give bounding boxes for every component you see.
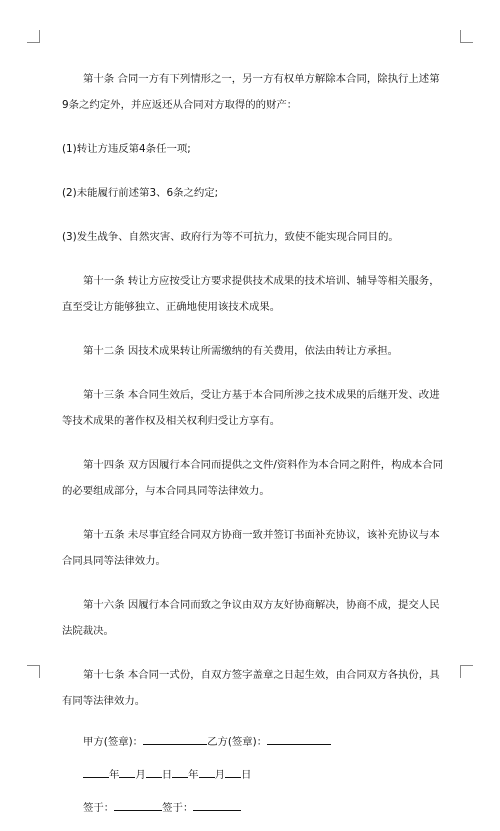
clause-10-item-3: (3)发生战争、自然灾害、政府行为等不可抗力，致使不能实现合同目的。 (62, 231, 399, 243)
month-blank-1 (119, 765, 135, 778)
clause-11: 第十一条 转让方应按受让方要求提供技术成果的技术培训、辅导等相关服务，直至受让方能够独立、正确地使用该技术成果。 (62, 275, 440, 313)
clause-10-item-2: (2)未能履行前述第3、6条之约定; (62, 187, 219, 199)
clause-17: 第十七条 本合同一式份，自双方签字盖章之日起生效，由合同双方各执份，具有同等法律效力。 (62, 669, 440, 707)
day-blank-2 (225, 765, 241, 778)
day-label-1: 日 (161, 769, 173, 781)
sign-label-1: 签于： (83, 802, 115, 814)
clause-10-item-1: (1)转让方违反第4条任一项; (62, 143, 191, 155)
party-signature-row (83, 732, 445, 765)
crop-mark-bottom-right (460, 665, 473, 678)
year-blank-2 (172, 765, 188, 778)
year-label-1: 年 (109, 769, 120, 781)
sign-place-blank-1 (114, 798, 162, 811)
sign-label-2: 签于： (162, 802, 194, 814)
clause-13: 第十三条 本合同生效后，受让方基于本合同所涉之技术成果的后继开发、改进等技术成果的著作权及相关权利归受让方享有。 (62, 389, 440, 427)
day-label-2: 日 (240, 769, 252, 781)
month-label-2: 月 (214, 769, 225, 781)
month-label-1: 月 (135, 769, 146, 781)
party-b-label: 乙方(签章)： (207, 736, 268, 748)
document-body (62, 66, 445, 831)
clause-16: 第十六条 因履行本合同而致之争议由双方友好协商解决，协商不成，提交人民法院裁决。 (62, 599, 440, 637)
crop-mark-top-left (27, 30, 40, 43)
clause-12: 第十二条 因技术成果转让所需缴纳的有关费用，依法由转让方承担。 (83, 345, 399, 357)
signing-place-row (83, 798, 445, 831)
clause-15: 第十五条 未尽事宜经合同双方协商一致并签订书面补充协议，该补充协议与本合同具同等法律效力。 (62, 529, 440, 567)
crop-mark-bottom-left (27, 665, 40, 678)
party-b-blank (267, 732, 331, 745)
day-blank-1 (146, 765, 162, 778)
date-row (83, 765, 445, 798)
year-label-2: 年 (188, 769, 199, 781)
party-a-blank (143, 732, 207, 745)
crop-mark-top-right (460, 30, 473, 43)
clause-10: 第十条 合同一方有下列情形之一，另一方有权单方解除本合同，除执行上述第9条之约定外，并应返还从合同对方取得的的财产： (62, 73, 440, 111)
clause-14: 第十四条 双方因履行本合同而提供之文件/资料作为本合同之附件，构成本合同的必要组成部分，与本合同具同等法律效力。 (62, 459, 444, 497)
sign-place-blank-2 (193, 798, 241, 811)
year-blank-1 (83, 765, 109, 778)
party-a-label: 甲方(签章)： (83, 736, 144, 748)
month-blank-2 (199, 765, 215, 778)
signature-block (62, 732, 445, 831)
